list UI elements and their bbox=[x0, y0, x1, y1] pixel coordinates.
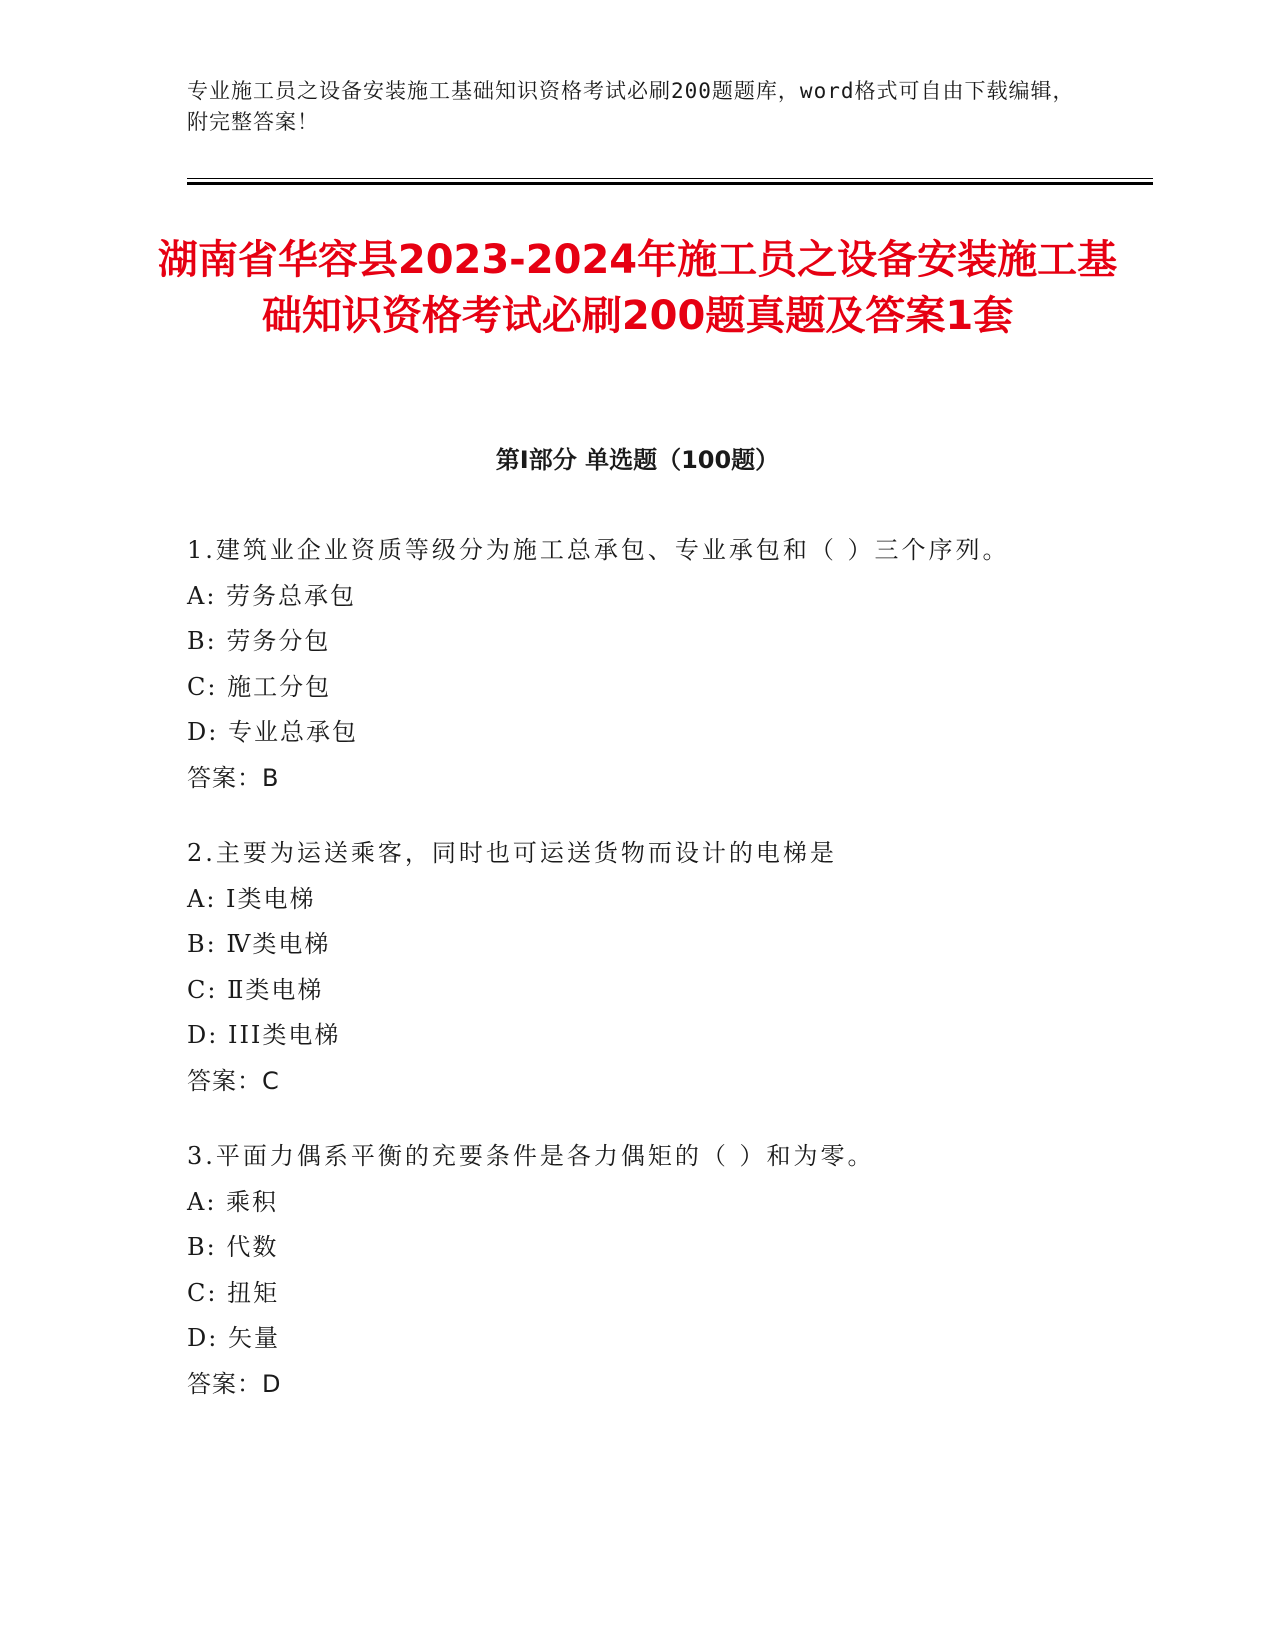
section-title: 第Ⅰ部分 单选题（100题） bbox=[495, 446, 780, 474]
option-b: B: Ⅳ类电梯 bbox=[187, 930, 331, 958]
option-c: C: 施工分包 bbox=[187, 672, 332, 701]
header-divider-thick bbox=[187, 182, 1153, 185]
option-c: C: Ⅱ类电梯 bbox=[187, 975, 324, 1004]
option-a: A: Ⅰ类电梯 bbox=[187, 884, 316, 913]
option-a: A: 劳务总承包 bbox=[187, 581, 357, 610]
question-item bbox=[187, 831, 1147, 1104]
question-stem: 1.建筑业企业资质等级分为施工总承包、专业承包和（ ）三个序列。 bbox=[187, 536, 1010, 564]
option-a: A: 乘积 bbox=[187, 1187, 279, 1216]
answer-line: 答案：D bbox=[187, 1369, 282, 1398]
question-item bbox=[187, 528, 1147, 801]
question-stem: 3.平面力偶系平衡的充要条件是各力偶矩的（ ）和为零。 bbox=[187, 1142, 875, 1170]
question-stem: 2.主要为运送乘客，同时也可运送货物而设计的电梯是 bbox=[187, 839, 837, 867]
option-d: D: III类电梯 bbox=[187, 1021, 341, 1049]
option-d: D: 矢量 bbox=[187, 1324, 280, 1352]
answer-line: 答案：C bbox=[187, 1066, 280, 1095]
header-divider-thin bbox=[187, 178, 1153, 179]
option-b: B: 劳务分包 bbox=[187, 627, 331, 655]
header-note: 专业施工员之设备安装施工基础知识资格考试必刷200题题库，word格式可自由下载编辑，附完整答案！ bbox=[187, 79, 1075, 134]
question-item bbox=[187, 1134, 1147, 1407]
question-list bbox=[187, 528, 1147, 1437]
option-c: C: 扭矩 bbox=[187, 1278, 280, 1307]
option-b: B: 代数 bbox=[187, 1233, 279, 1261]
option-d: D: 专业总承包 bbox=[187, 718, 358, 746]
document-title: 湖南省华容县2023-2024年施工员之设备安装施工基础知识资格考试必刷200题真题及答案1套 bbox=[157, 237, 1118, 339]
answer-line: 答案：B bbox=[187, 763, 280, 792]
